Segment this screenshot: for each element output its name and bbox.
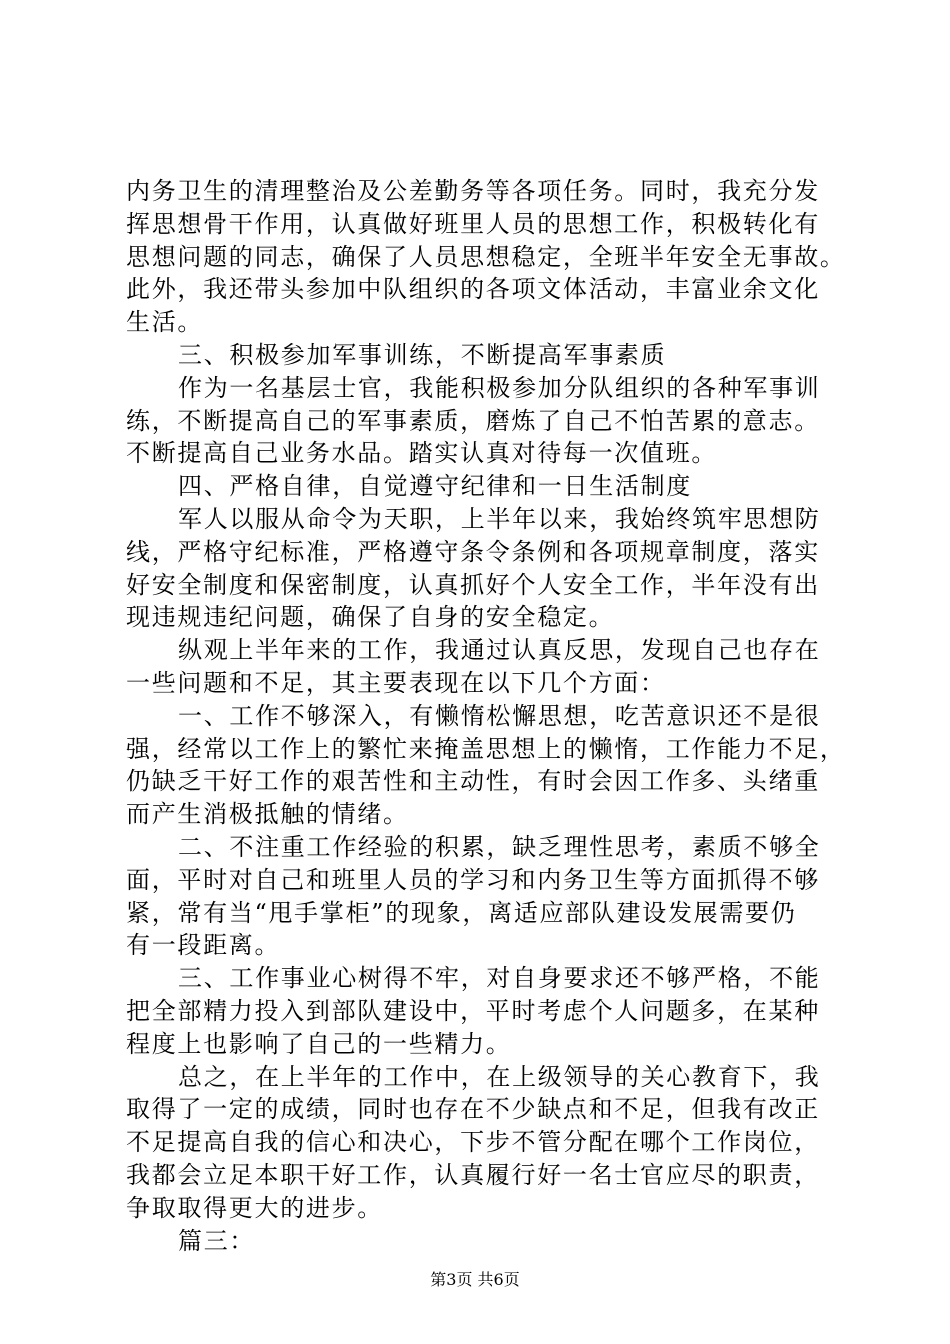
text-line: 我都会立足本职干好工作，认真履行好一名士官应尽的职责， (126, 1160, 820, 1189)
text-line: 四、严格自律，自觉遵守纪律和一日生活制度 (178, 472, 692, 501)
text-line: 一、工作不够深入，有懒惰松懈思想，吃苦意识还不是很 (178, 701, 821, 730)
text-line: 取得了一定的成绩，同时也存在不少缺点和不足，但我有改正 (126, 1095, 820, 1124)
text-line: 纵观上半年来的工作，我通过认真反思，发现自己也存在 (178, 636, 821, 665)
text-line: 练，不断提高自己的军事素质，磨炼了自己不怕苦累的意志。 (126, 406, 820, 435)
document-body (126, 175, 846, 1257)
text-line: 而产生消极抵触的情绪。 (126, 800, 409, 829)
text-line: 思想问题的同志，确保了人员思想稳定，全班半年安全无事故。 (126, 242, 846, 271)
text-line: 三、积极参加军事训练，不断提高军事素质 (178, 340, 667, 369)
text-line: 面，平时对自己和班里人员的学习和内务卫生等方面抓得不够 (126, 865, 820, 894)
text-line: 强，经常以工作上的繁忙来掩盖思想上的懒惰，工作能力不足， (126, 734, 846, 763)
text-line: 争取取得更大的进步。 (126, 1193, 383, 1222)
text-line: 总之，在上半年的工作中，在上级领导的关心教育下，我 (178, 1062, 821, 1091)
text-line: 作为一名基层士官，我能积极参加分队组织的各种军事训 (178, 373, 821, 402)
page-number-footer: 第3页 共6页 (430, 1270, 520, 1289)
text-line: 一些问题和不足，其主要表现在以下几个方面： (126, 668, 666, 697)
text-line: 不足提高自我的信心和决心，下步不管分配在哪个工作岗位， (126, 1128, 820, 1157)
text-line: 仍缺乏干好工作的艰苦性和主动性，有时会因工作多、头绪重 (126, 767, 820, 796)
text-line: 好安全制度和保密制度，认真抓好个人安全工作，半年没有出 (126, 570, 820, 599)
text-line: 篇三： (178, 1226, 256, 1255)
text-line: 线，严格守纪标准，严格遵守条令条例和各项规章制度，落实 (126, 537, 820, 566)
text-line: 三、工作事业心树得不牢，对自身要求还不够严格，不能 (178, 964, 821, 993)
text-line: 不断提高自己业务水品。踏实认真对待每一次值班。 (126, 439, 718, 468)
text-line: 内务卫生的清理整治及公差勤务等各项任务。同时，我充分发 (126, 177, 820, 205)
text-line: 二、不注重工作经验的积累，缺乏理性思考，素质不够全 (178, 832, 821, 861)
text-line: 挥思想骨干作用，认真做好班里人员的思想工作，积极转化有 (126, 209, 820, 238)
text-line: 军人以服从命令为天职，上半年以来，我始终筑牢思想防 (178, 504, 821, 533)
text-line: 此外，我还带头参加中队组织的各项文体活动，丰富业余文化 (126, 275, 820, 304)
text-line: 把全部精力投入到部队建设中，平时考虑个人问题多，在某种 (126, 996, 820, 1025)
text-line: 紧，常有当“甩手掌柜”的现象，离适应部队建设发展需要仍 (126, 898, 797, 927)
text-line: 生活。 (126, 308, 204, 337)
text-line: 有一段距离。 (126, 931, 281, 960)
text-line: 程度上也影响了自己的一些精力。 (126, 1029, 512, 1058)
text-line: 现违规违纪问题，确保了自身的安全稳定。 (126, 603, 615, 632)
